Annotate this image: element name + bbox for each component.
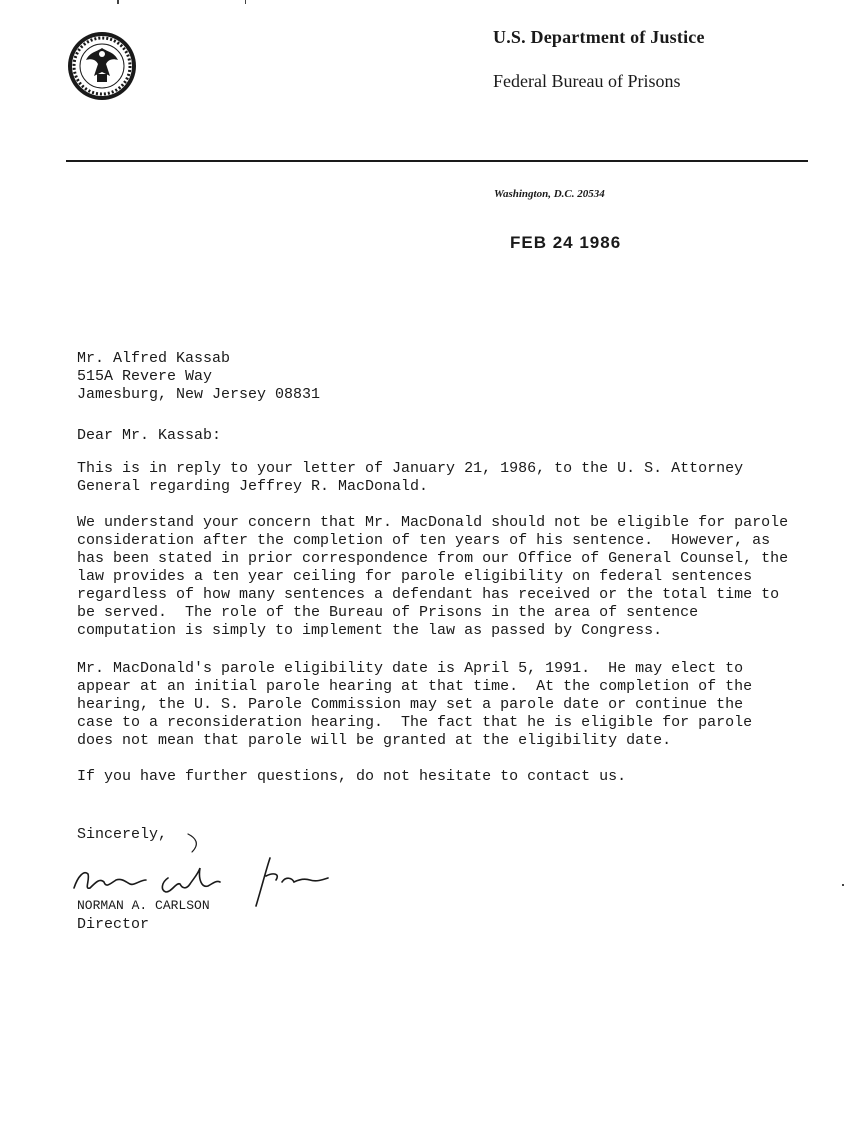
bureau-name: Federal Bureau of Prisons — [493, 71, 681, 91]
paragraph-line: appear at an initial parole hearing at that time. At the completion of the — [77, 678, 753, 695]
date-stamp: FEB 24 1986 — [510, 233, 622, 252]
recipient-address — [77, 350, 320, 404]
city-line: Washington, D.C. 20534 — [494, 188, 605, 200]
doj-seal-icon — [66, 30, 138, 102]
body-paragraph-3 — [77, 660, 792, 750]
paragraph-line: hearing, the U. S. Parole Commission may set a parole date or continue the — [77, 696, 744, 713]
scan-speck — [842, 884, 844, 886]
body-paragraph-4 — [77, 768, 792, 786]
paragraph-line: This is in reply to your letter of January 21, 1986, to the U. S. Attorney — [77, 460, 744, 477]
letterhead-divider — [66, 160, 808, 162]
salutation: Dear Mr. Kassab: — [77, 427, 222, 444]
address-line: Jamesburg, New Jersey 08831 — [77, 386, 321, 403]
signer-name: NORMAN A. CARLSON — [77, 898, 210, 913]
paragraph-line: General regarding Jeffrey R. MacDonald. — [77, 478, 429, 495]
paragraph-line: has been stated in prior correspondence from our Office of General Counsel, the — [77, 550, 789, 567]
address-line: 515A Revere Way — [77, 368, 213, 385]
paragraph-line: Mr. MacDonald's parole eligibility date is April 5, 1991. He may elect to — [77, 660, 744, 677]
paragraph-line: law provides a ten year ceiling for parole eligibility on federal sentences — [77, 568, 753, 585]
paragraph-line: does not mean that parole will be granted at the eligibility date. — [77, 732, 672, 749]
scan-speck — [245, 0, 246, 4]
agency-name: U.S. Department of Justice — [493, 27, 705, 47]
paragraph-line: computation is simply to implement the law as passed by Congress. — [77, 622, 663, 639]
scan-speck — [117, 0, 119, 4]
paragraph-line: If you have further questions, do not hesitate to contact us. — [77, 768, 627, 785]
valediction: Sincerely, — [77, 826, 168, 843]
signer-title: Director — [77, 916, 150, 933]
paragraph-line: regardless of how many sentences a defendant has received or the total time to — [77, 586, 780, 603]
paragraph-line: We understand your concern that Mr. MacDonald should not be eligible for parole — [77, 514, 789, 531]
paragraph-line: case to a reconsideration hearing. The fact that he is eligible for parole — [77, 714, 753, 731]
body-paragraph-2 — [77, 514, 792, 640]
paragraph-line: be served. The role of the Bureau of Prisons in the area of sentence — [77, 604, 699, 621]
body-paragraph-1 — [77, 460, 792, 496]
paragraph-line: consideration after the completion of ten years of his sentence. However, as — [77, 532, 771, 549]
address-line: Mr. Alfred Kassab — [77, 350, 231, 367]
